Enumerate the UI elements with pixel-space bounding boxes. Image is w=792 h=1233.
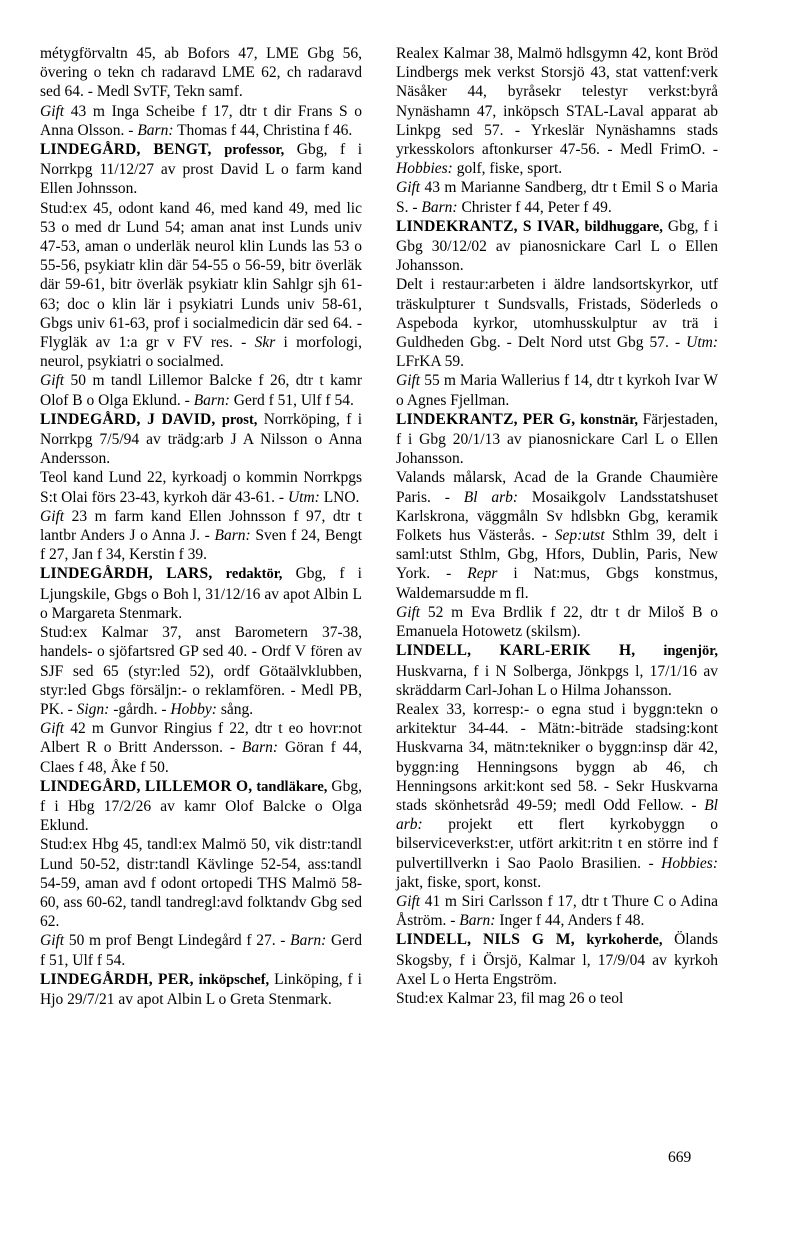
- text-run: 42 m Gunvor Ringius f 22, dtr t eo hovr:not Albert R o Britt Andersson. -: [40, 720, 362, 757]
- entry-name: LINDEGÅRDH, PER,: [40, 970, 194, 988]
- entry-title: professor,: [224, 142, 285, 159]
- paragraph: [40, 371, 362, 409]
- text-run: 41 m Siri Carlsson f 17, dtr t Thure C o Adina Åström. -: [396, 892, 718, 930]
- label-italic: Gift: [40, 720, 65, 738]
- text-run: Göran f 44, Claes f 48, Åke f 50.: [40, 739, 362, 776]
- text-run: LNO.: [319, 488, 360, 506]
- right-column: [396, 44, 718, 1008]
- paragraph: [396, 217, 718, 276]
- text-run: Sthlm 39, delt i saml:utst Sthlm, Gbg, Hfors, Dublin, Paris, New York. -: [396, 527, 718, 583]
- paragraph: [40, 931, 362, 969]
- text-run: Teol kand Lund 22, kyrkoadj o kommin Norrkpgs S:t Olai förs 23-43, kyrkoh där 43-61. -: [40, 469, 362, 506]
- entry-name: LINDEGÅRDH, LARS,: [40, 565, 213, 583]
- paragraph: [396, 989, 718, 1008]
- text-run: Mosaikgolv Landsstatshuset Karlskrona, väggmåln Sv hdlsbkn Gbg, keramik Folkets hus Västerås. -: [396, 488, 718, 545]
- label-italic: Barn:: [290, 932, 327, 950]
- paragraph: [396, 410, 718, 469]
- text-run: Gerd f 51, Ulf f 54.: [229, 391, 354, 409]
- entry-title: bildhuggare,: [584, 218, 663, 235]
- label-italic: Gift: [396, 372, 421, 390]
- page-number: 669: [668, 1149, 692, 1166]
- paragraph: [40, 623, 362, 719]
- text-run: Valands målarsk, Acad de la Grande Chaumière Paris. -: [396, 469, 718, 506]
- text-run: golf, fiske, sport.: [452, 160, 563, 178]
- label-italic: Hobby:: [170, 700, 217, 718]
- text-run: 52 m Eva Brdlik f 22, dtr t dr Miloš B o Emanuela Hotowetz (skilsm).: [396, 603, 718, 641]
- label-italic: Utm:: [287, 488, 320, 506]
- text-run: 43 m Inga Scheibe f 17, dtr t dir Frans S o Anna Olsson. -: [40, 102, 362, 139]
- paragraph: [40, 719, 362, 777]
- paragraph: [396, 892, 718, 930]
- text-run: Stud:ex Kalmar 23, fil mag 26 o teol: [396, 989, 624, 1007]
- entry-title: ingenjör,: [663, 643, 718, 660]
- text-run: [212, 141, 225, 158]
- text-run: 43 m Marianne Sandberg, dtr t Emil S o Maria S. -: [396, 179, 718, 216]
- text-run: Linköping, f i Hjo 29/7/21 av apot Albin L o Greta Stenmark.: [40, 970, 362, 1008]
- text-run: Sven f 24, Bengt f 27, Jan f 34, Kerstin f 39.: [40, 527, 363, 564]
- label-italic: Gift: [40, 507, 65, 525]
- text-run: -gårdh. -: [109, 700, 171, 718]
- text-run: Christer f 44, Peter f 49.: [457, 198, 612, 216]
- entry-title: konstnär,: [580, 411, 638, 428]
- entry-name: LINDELL, NILS G M,: [396, 931, 575, 949]
- text-run: 50 m tandl Lillemor Balcke f 26, dtr t kamr Olof B o Olga Eklund. -: [40, 372, 362, 409]
- text-run: jakt, fiske, sport, konst.: [396, 873, 542, 891]
- text-run: projekt ett flert kyrkobyggn o bilserviceverkst:er, utfört arkit:ritn t en större ind f pulvertillverkn i Sao Paolo Brasilien. -: [396, 816, 718, 872]
- text-run: Gbg, f i Gbg 30/12/02 av pianosnickare Carl L o Ellen Johansson.: [396, 217, 718, 275]
- label-italic: Hobbies:: [396, 160, 453, 178]
- text-run: 50 m prof Bengt Lindegård f 27. -: [64, 932, 291, 950]
- label-italic: Skr: [254, 334, 276, 352]
- text-run: Gbg, f i Ljungskile, Gbgs o Boh l, 31/12/16 av apot Albin L o Margareta Stenmark.: [40, 565, 362, 622]
- paragraph: [40, 507, 362, 565]
- paragraph: [40, 102, 362, 140]
- text-run: Realex Kalmar 38, Malmö hdlsgymn 42, kont Bröd Lindbergs mek verkst Storsjö 43, stat vattenf:verk Näsåker 44, byråsekr telestyr verkst:byrå Nynäshamn 47, inköpsch STAL-Laval apparat ab Linkpg sed 57. - Yrkeslär Nynäshamns stads yrkesskolors aftonkurser 47-56. - Medl FrimO. -: [396, 45, 718, 159]
- label-italic: Repr: [467, 565, 498, 583]
- text-run: Gerd f 51, Ulf f 54.: [40, 932, 362, 969]
- label-italic: Bl arb:: [396, 796, 718, 834]
- text-run: Gbg, f i Hbg 17/2/26 av kamr Olof Balcke o Olga Eklund.: [40, 777, 362, 835]
- label-italic: Gift: [396, 179, 421, 197]
- label-italic: Barn:: [137, 121, 174, 139]
- label-italic: Bl arb:: [463, 488, 519, 506]
- paragraph: [40, 835, 362, 931]
- label-italic: Barn:: [459, 912, 496, 930]
- entry-name: LINDELL, KARL-ERIK H,: [396, 642, 636, 660]
- left-column: [40, 44, 362, 1009]
- paragraph: [40, 44, 362, 102]
- label-italic: Gift: [40, 372, 65, 390]
- text-run: i Nat:mus, Gbgs konstmus, Waldemarsudde m fl.: [396, 565, 719, 602]
- label-italic: Hobbies:: [661, 854, 718, 872]
- paragraph: [396, 178, 718, 216]
- entry-title: prost,: [221, 411, 258, 428]
- paragraph: [396, 275, 718, 371]
- paragraph: [40, 777, 362, 836]
- paragraph: [40, 564, 362, 623]
- paragraph: [40, 140, 362, 199]
- text-run: 55 m Maria Wallerius f 14, dtr t kyrkoh Ivar W o Agnes Fjellman.: [396, 372, 718, 409]
- entry-title: inköpschef,: [198, 971, 270, 988]
- text-run: Färjestaden, f i Gbg 20/1/13 av pianosnickare Carl L o Ellen Johansson.: [396, 410, 718, 468]
- paragraph: [396, 371, 718, 409]
- label-italic: Sep:utst: [554, 527, 605, 545]
- paragraph: [396, 44, 718, 178]
- paragraph: [396, 641, 718, 700]
- text-run: métygförvaltn 45, ab Bofors 47, LME Gbg 56, övering o tekn ch radaravd LME 62, ch radaravd sed 64. - Medl SvTF, Tekn samf.: [40, 45, 362, 101]
- text-run: 23 m farm kand Ellen Johnsson f 97, dtr t lantbr Anders J o Anna J. -: [40, 507, 362, 545]
- paragraph: [396, 930, 718, 989]
- text-run: LFrKA 59.: [396, 353, 465, 371]
- paragraph: [40, 199, 362, 372]
- text-run: [212, 565, 225, 582]
- label-italic: Gift: [40, 102, 65, 120]
- entry-name: LINDEKRANTZ, PER G,: [396, 410, 576, 428]
- entry-name: LINDEKRANTZ, S IVAR,: [396, 217, 580, 235]
- text-run: Delt i restaur:arbeten i äldre landsortskyrkor, utf träskulpturer t Sundsvalls, Fristads, Söderleds o Aspeboda kyrkor, utomhusskulptur av trä i Guldheden Gbg. - Delt Nord utst Gbg 57. -: [396, 276, 718, 352]
- text-run: Stud:ex Hbg 45, tandl:ex Malmö 50, vik distr:tandl Lund 50-52, distr:tandl Kävlinge 52-54, ass:tandl 54-59, aman avd f odont ortopedi THS Malmö 58-60, ass 60-62, tandl tandregl:avd folktandv Gbg sed 62.: [40, 836, 362, 931]
- label-italic: Gift: [40, 932, 65, 950]
- text-run: sång.: [216, 700, 254, 718]
- paragraph: [40, 468, 362, 506]
- label-italic: Barn:: [214, 527, 251, 545]
- entry-name: LINDEGÅRD, J DAVID,: [40, 410, 216, 428]
- text-run: Gbg, f i Norrkpg 11/12/27 av prost David L o farm kand Ellen Johnsson.: [40, 141, 363, 198]
- text-run: i morfologi, neurol, psykiatri o socialmed.: [40, 334, 362, 371]
- text-run: Huskvarna, f i N Solberga, Jönkpgs l, 17/1/16 av skräddarm Carl-Johan L o Hilma Johansson.: [396, 662, 718, 699]
- entry-name: LINDEGÅRD, BENGT,: [40, 141, 212, 159]
- label-italic: Barn:: [193, 391, 230, 409]
- text-run: Stud:ex 45, odont kand 46, med kand 49, med lic 53 o med dr Lund 54; aman anat inst Lunds univ 47-53, aman o underläk neurol klin Lunds las 53 o 55-56, psykiatr klin där 54-55 o 56-59, bitr överläk där 59-61, bitr överläk psykiatr klin Sahlgr sjh 61-63; doc o klin lär i psykiatri Lunds univ 58-61, Gbgs univ 61-63, prof i socialmedicin där sed 64. - Flygläk av 1:a gr v FV res. -: [40, 199, 362, 352]
- paragraph: [396, 468, 718, 602]
- paragraph: [396, 700, 718, 892]
- text-run: Ölands Skogsby, f i Örsjö, Kalmar l, 17/9/04 av kyrkoh Axel L o Herta Engström.: [396, 931, 718, 988]
- text-run: [575, 931, 587, 948]
- text-run: Thomas f 44, Christina f 46.: [173, 121, 353, 139]
- paragraph: [40, 970, 362, 1009]
- label-italic: Utm:: [686, 334, 718, 352]
- label-italic: Barn:: [241, 739, 279, 757]
- entry-title: tandläkare,: [256, 778, 328, 795]
- label-italic: Sign:: [76, 700, 110, 718]
- label-italic: Gift: [396, 892, 421, 910]
- paragraph: [396, 603, 718, 641]
- text-run: Inger f 44, Anders f 48.: [495, 912, 645, 930]
- text-run: [635, 642, 663, 659]
- text-run: Realex 33, korresp:- o egna stud i byggn:tekn o arkitektur 34-44. - Mätn:-biträde stadsing:kont Huskvarna 34, mätn:tekniker o byggn:insp där 42, byggn:ing Henningsons byggn ab 46, ch Henningsons arkit:kont sed 58. - Sekr Huskvarna stads skönhetsråd 49-59; medl Odd Fellow. -: [396, 700, 718, 814]
- label-italic: Gift: [396, 603, 421, 621]
- entry-title: redaktör,: [225, 566, 283, 583]
- text-run: Stud:ex Kalmar 37, anst Barometern 37-38, handels- o sjöfartsred GP sed 40. - Ordf V fören av SJF sed 65 (styr:led 52), ordf Götaälvklubben, styr:led Gbgs försäljn:- o reklamfören. - Medl PB, PK. -: [40, 624, 362, 718]
- text-run: Norrköping, f i Norrkpg 7/5/94 av trädg:arb J A Nilsson o Anna Andersson.: [40, 410, 363, 468]
- entry-title: kyrkoherde,: [586, 932, 663, 949]
- entry-name: LINDEGÅRD, LILLEMOR O,: [40, 777, 253, 795]
- paragraph: [40, 410, 362, 469]
- label-italic: Barn:: [421, 198, 458, 216]
